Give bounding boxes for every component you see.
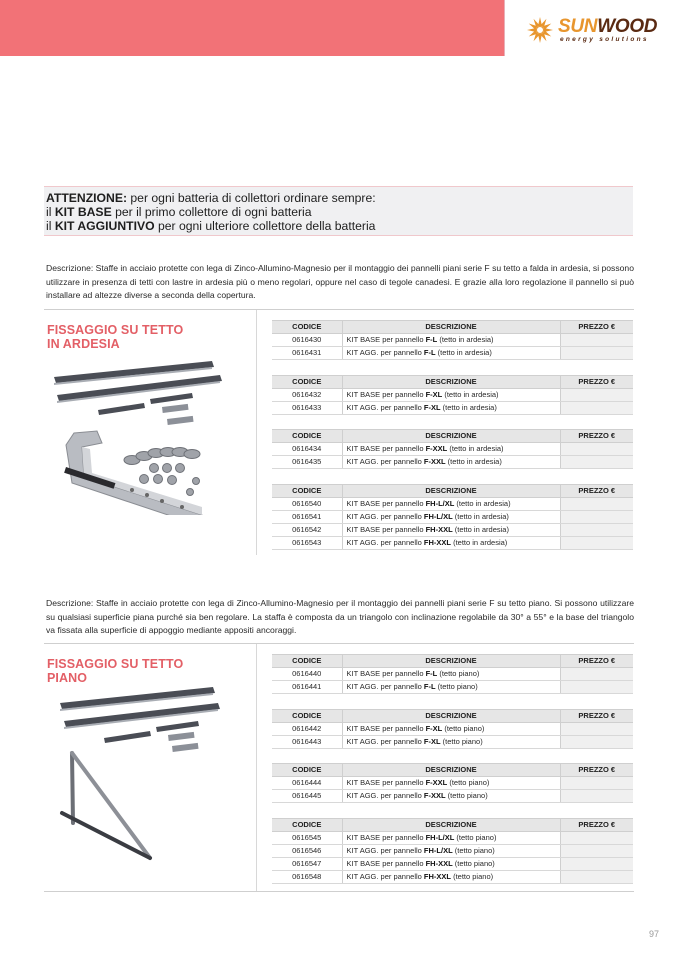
flat-roof-triangle-kit-image [58, 683, 253, 868]
table-row [272, 845, 633, 858]
product-price [560, 832, 633, 845]
product-price [560, 456, 633, 469]
product-table [272, 320, 633, 360]
product-table [272, 763, 633, 803]
attention-notice: ATTENZIONE: per ogni batteria di collettori ordinare sempre: il KIT BASE per il primo collettore di ogni batteria il KIT AGGIUNTIVO per ogni ulteriore collettore della batteria [44, 186, 633, 236]
header-descrizione: DESCRIZIONE [342, 655, 560, 668]
table-row [272, 871, 633, 884]
product-price [560, 402, 633, 415]
product-code: 0616542 [272, 524, 342, 537]
product-description: KIT BASE per pannello FH-L/XL (tetto in ardesia) [342, 498, 560, 511]
table-row [272, 511, 633, 524]
brand-tagline: energy solutions [560, 36, 649, 43]
product-price [560, 845, 633, 858]
product-description: KIT AGG. per pannello FH-L/XL (tetto in ardesia) [342, 511, 560, 524]
product-price [560, 347, 633, 360]
product-description: KIT AGG. per pannello FH-XXL (tetto in ardesia) [342, 537, 560, 550]
mounting-rails [54, 361, 222, 425]
header-descrizione: DESCRIZIONE [342, 819, 560, 832]
product-description: KIT AGG. per pannello F-XL (tetto piano) [342, 736, 560, 749]
product-code: 0616433 [272, 402, 342, 415]
column-divider [256, 310, 257, 555]
section-divider [44, 309, 634, 310]
product-table [272, 484, 633, 550]
brand-name: SUNWOOD [558, 16, 658, 37]
product-price [560, 790, 633, 803]
product-description: KIT AGG. per pannello FH-XXL (tetto piano) [342, 871, 560, 884]
product-price [560, 668, 633, 681]
table-header-row [272, 321, 633, 334]
table-header-row [272, 485, 633, 498]
table-row [272, 832, 633, 845]
product-description: KIT BASE per pannello F-XL (tetto piano) [342, 723, 560, 736]
header-codice: CODICE [272, 819, 342, 832]
section-title: FISSAGGIO SU TETTO PIANO [47, 657, 184, 685]
product-price [560, 334, 633, 347]
table-header-row [272, 819, 633, 832]
header-descrizione: DESCRIZIONE [342, 485, 560, 498]
product-price [560, 723, 633, 736]
table-row [272, 334, 633, 347]
product-table [272, 429, 633, 469]
sunwood-logo [526, 16, 666, 46]
table-header-row [272, 710, 633, 723]
product-description: KIT AGG. per pannello F-XXL (tetto in ardesia) [342, 456, 560, 469]
table-row [272, 456, 633, 469]
header-prezzo: PREZZO € [560, 764, 633, 777]
product-table [272, 818, 633, 884]
product-description: KIT BASE per pannello F-XL (tetto in ardesia) [342, 389, 560, 402]
product-price [560, 777, 633, 790]
product-price [560, 498, 633, 511]
product-code: 0616540 [272, 498, 342, 511]
roof-hook-bracket [64, 431, 202, 515]
product-description: KIT BASE per pannello F-XXL (tetto in ardesia) [342, 443, 560, 456]
triangle-frame [62, 753, 150, 858]
product-code: 0616431 [272, 347, 342, 360]
header-codice: CODICE [272, 655, 342, 668]
product-description: KIT BASE per pannello FH-XXL (tetto piano) [342, 858, 560, 871]
product-price [560, 858, 633, 871]
table-header-row [272, 655, 633, 668]
table-row [272, 723, 633, 736]
product-price [560, 524, 633, 537]
section-title: FISSAGGIO SU TETTO IN ARDESIA [47, 323, 184, 351]
product-code: 0616546 [272, 845, 342, 858]
header-codice: CODICE [272, 710, 342, 723]
table-row [272, 681, 633, 694]
product-code: 0616434 [272, 443, 342, 456]
product-code: 0616443 [272, 736, 342, 749]
product-price [560, 736, 633, 749]
product-price [560, 681, 633, 694]
header-codice: CODICE [272, 430, 342, 443]
header-codice: CODICE [272, 764, 342, 777]
product-code: 0616545 [272, 832, 342, 845]
product-description: KIT AGG. per pannello F-XXL (tetto piano) [342, 790, 560, 803]
header-prezzo: PREZZO € [560, 485, 633, 498]
table-row [272, 736, 633, 749]
table-row [272, 858, 633, 871]
header-prezzo: PREZZO € [560, 376, 633, 389]
mounting-rails [60, 687, 220, 752]
product-table [272, 375, 633, 415]
product-code: 0616444 [272, 777, 342, 790]
product-code: 0616440 [272, 668, 342, 681]
product-description: KIT AGG. per pannello FH-L/XL (tetto piano) [342, 845, 560, 858]
table-header-row [272, 430, 633, 443]
product-description: KIT BASE per pannello F-L (tetto piano) [342, 668, 560, 681]
section-description: Descrizione: Staffe in acciaio protette con lega di Zinco-Allumino-Magnesio per il montaggio dei pannelli piani serie F su tetto piano. Si possono utilizzare su qualsiasi superficie piana purché sia ben regolare. La staffa è composta da un triangolo con inclinazione regolabile da 30° a 55° e la base del triangolo va fissata alla superficie di appoggio mediante appositi ancoraggi. [46, 598, 634, 635]
slate-roof-bracket-kit-image [52, 355, 252, 515]
header-prezzo: PREZZO € [560, 819, 633, 832]
sun-logo-icon [526, 16, 554, 44]
header-descrizione: DESCRIZIONE [342, 710, 560, 723]
product-price [560, 511, 633, 524]
product-description: KIT BASE per pannello FH-XXL (tetto in ardesia) [342, 524, 560, 537]
product-price [560, 871, 633, 884]
product-price [560, 443, 633, 456]
product-table [272, 709, 633, 749]
table-row [272, 443, 633, 456]
product-code: 0616547 [272, 858, 342, 871]
table-header-row [272, 764, 633, 777]
bottom-divider [44, 891, 634, 892]
header-banner [0, 0, 505, 56]
table-row [272, 524, 633, 537]
table-row [272, 498, 633, 511]
header-descrizione: DESCRIZIONE [342, 321, 560, 334]
product-code: 0616430 [272, 334, 342, 347]
product-price [560, 537, 633, 550]
product-description: KIT AGG. per pannello F-L (tetto in ardesia) [342, 347, 560, 360]
product-description: KIT BASE per pannello FH-L/XL (tetto piano) [342, 832, 560, 845]
header-descrizione: DESCRIZIONE [342, 376, 560, 389]
page-number: 97 [649, 929, 660, 939]
header-descrizione: DESCRIZIONE [342, 430, 560, 443]
product-description: KIT AGG. per pannello F-XL (tetto in ardesia) [342, 402, 560, 415]
section-divider [44, 643, 634, 644]
section-description: Descrizione: Staffe in acciaio protette con lega di Zinco-Allumino-Magnesio per il montaggio dei pannelli piani serie F su tetto a falda in ardesia, si possono utilizzare in presenza di tetti con lastre in ardesia più o meno regolari, oppure nel caso di tegole canadesi. E grazie alla loro regolazione il pannello si può installare ad altezze diverse a seconda della copertura. [46, 263, 634, 300]
header-codice: CODICE [272, 376, 342, 389]
product-price [560, 389, 633, 402]
product-code: 0616435 [272, 456, 342, 469]
product-code: 0616543 [272, 537, 342, 550]
table-row [272, 790, 633, 803]
product-code: 0616441 [272, 681, 342, 694]
header-prezzo: PREZZO € [560, 710, 633, 723]
product-code: 0616541 [272, 511, 342, 524]
table-row [272, 777, 633, 790]
product-code: 0616432 [272, 389, 342, 402]
column-divider [256, 644, 257, 891]
product-description: KIT BASE per pannello F-XXL (tetto piano) [342, 777, 560, 790]
table-row [272, 668, 633, 681]
table-row [272, 389, 633, 402]
header-codice: CODICE [272, 321, 342, 334]
table-row [272, 347, 633, 360]
product-description: KIT BASE per pannello F-L (tetto in ardesia) [342, 334, 560, 347]
header-codice: CODICE [272, 485, 342, 498]
product-code: 0616442 [272, 723, 342, 736]
product-code: 0616445 [272, 790, 342, 803]
product-table [272, 654, 633, 694]
header-prezzo: PREZZO € [560, 321, 633, 334]
table-row [272, 537, 633, 550]
product-description: KIT AGG. per pannello F-L (tetto piano) [342, 681, 560, 694]
table-header-row [272, 376, 633, 389]
table-row [272, 402, 633, 415]
header-prezzo: PREZZO € [560, 430, 633, 443]
header-descrizione: DESCRIZIONE [342, 764, 560, 777]
product-code: 0616548 [272, 871, 342, 884]
header-prezzo: PREZZO € [560, 655, 633, 668]
